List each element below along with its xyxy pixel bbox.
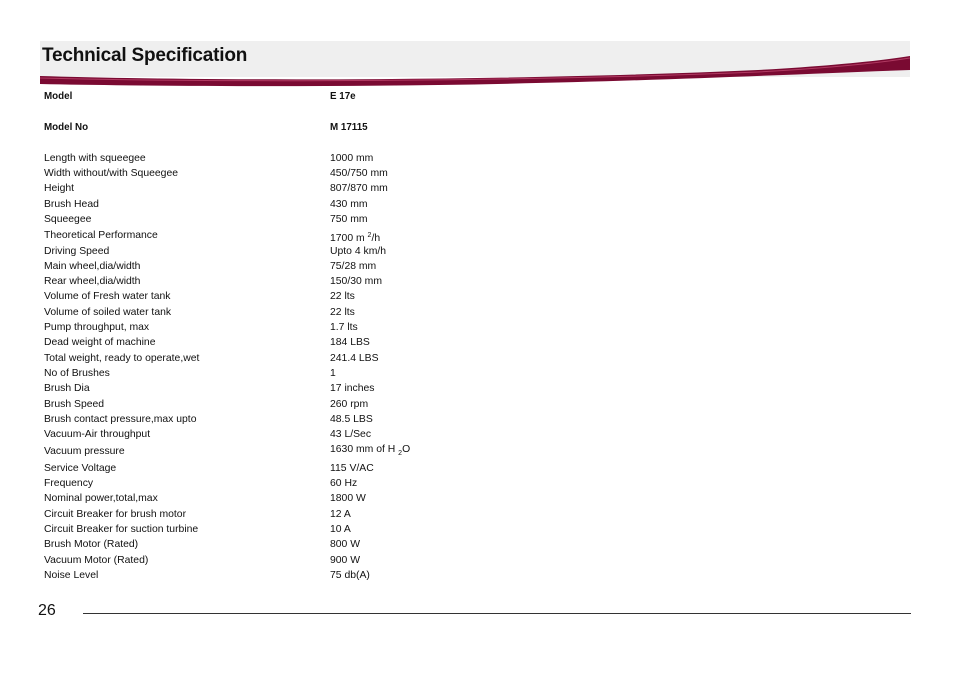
spec-label: Length with squeegee [44,153,146,164]
spec-label: No of Brushes [44,368,110,379]
spec-label: Driving Speed [44,246,110,257]
header-swoosh-decoration [38,52,912,88]
spec-label: Theoretical Performance [44,230,158,241]
spec-row [44,397,644,412]
spec-label: Circuit Breaker for suction turbine [44,524,199,535]
spec-row [44,305,644,320]
spec-label: Dead weight of machine [44,337,156,348]
spec-value: 12 A [330,509,351,520]
spec-value: 10 A [330,524,351,535]
spec-label: Frequency [44,478,94,489]
spec-value: 1800 W [330,493,366,504]
spec-label: Nominal power,total,max [44,493,158,504]
spec-row-model [44,89,644,104]
spec-label: Vacuum-Air throughput [44,429,151,440]
spec-row [44,289,644,304]
spec-label: Brush Speed [44,399,105,410]
spec-value: 22 lts [330,291,355,302]
spec-label: Model [44,91,73,102]
spec-value: 1000 mm [330,153,374,164]
spec-value [330,442,410,461]
spec-label: Brush Dia [44,383,90,394]
spec-label: Model No [44,122,89,133]
spec-value: 241.4 LBS [330,353,379,364]
spec-label: Noise Level [44,570,99,581]
spec-row [44,366,644,381]
spec-value: 43 L/Sec [330,429,372,440]
spec-value: 430 mm [330,199,368,210]
spec-value: 260 rpm [330,399,369,410]
spec-value: Upto 4 km/h [330,246,387,257]
spec-label: Volume of soiled water tank [44,307,172,318]
spec-row [44,259,644,274]
spec-value: 75 db(A) [330,570,370,581]
spec-label: Rear wheel,dia/width [44,276,141,287]
spec-value: 750 mm [330,214,368,225]
spec-row [44,181,644,196]
spec-row [44,444,644,459]
page-number: 26 [38,602,56,619]
spec-row [44,522,644,537]
spec-row [44,427,644,442]
spec-label: Service Voltage [44,463,117,474]
spec-label: Vacuum pressure [44,446,125,457]
spec-label: Pump throughput, max [44,322,150,333]
value-tail: /h [371,233,381,244]
spec-value: 48.5 LBS [330,414,373,425]
spec-value: 60 Hz [330,478,358,489]
spec-row [44,351,644,366]
spec-value: M 17115 [330,122,368,133]
spec-label: Squeegee [44,214,92,225]
spec-label: Volume of Fresh water tank [44,291,171,302]
spec-label: Height [44,183,75,194]
spec-value: 807/870 mm [330,183,388,194]
value-tail: O [402,444,411,455]
spec-row [44,461,644,476]
spec-row [44,476,644,491]
spec-value: 900 W [330,555,361,566]
spec-label: Width without/with Squeegee [44,168,179,179]
spec-value: 1.7 lts [330,322,358,333]
spec-row [44,212,644,227]
spec-label: Brush Head [44,199,99,210]
spec-value: 17 inches [330,383,375,394]
spec-row [44,320,644,335]
value-main: 1630 mm of H [330,444,399,455]
value-superscript: 2 [367,232,372,239]
spec-row [44,381,644,396]
spec-value: 75/28 mm [330,261,377,272]
spec-row [44,166,644,181]
spec-row [44,274,644,289]
spec-row [44,537,644,552]
spec-row [44,228,644,243]
spec-row [44,412,644,427]
spec-value: 1 [330,368,336,379]
spec-value: 800 W [330,539,361,550]
spec-value: 22 lts [330,307,355,318]
value-main: 1700 m [330,233,368,244]
spec-label: Brush contact pressure,max upto [44,414,197,425]
spec-value: 150/30 mm [330,276,382,287]
spec-row [44,507,644,522]
spec-label: Brush Motor (Rated) [44,539,139,550]
spec-label: Total weight, ready to operate,wet [44,353,200,364]
page-title: Technical Specification [42,45,248,66]
spec-label: Circuit Breaker for brush motor [44,509,187,520]
spec-row [44,244,644,259]
spec-row [44,553,644,568]
spec-value: 450/750 mm [330,168,388,179]
spec-row-model-no [44,120,644,135]
footer-divider [83,613,911,614]
spec-row [44,491,644,506]
spec-label: Vacuum Motor (Rated) [44,555,149,566]
spec-value: 115 V/AC [330,463,374,474]
spec-value: E 17e [330,91,356,102]
value-subscript: 2 [398,450,403,457]
spec-row [44,197,644,212]
spec-row [44,335,644,350]
spec-value: 184 LBS [330,337,370,348]
spec-row [44,151,644,166]
spec-row [44,568,644,583]
spec-label: Main wheel,dia/width [44,261,141,272]
